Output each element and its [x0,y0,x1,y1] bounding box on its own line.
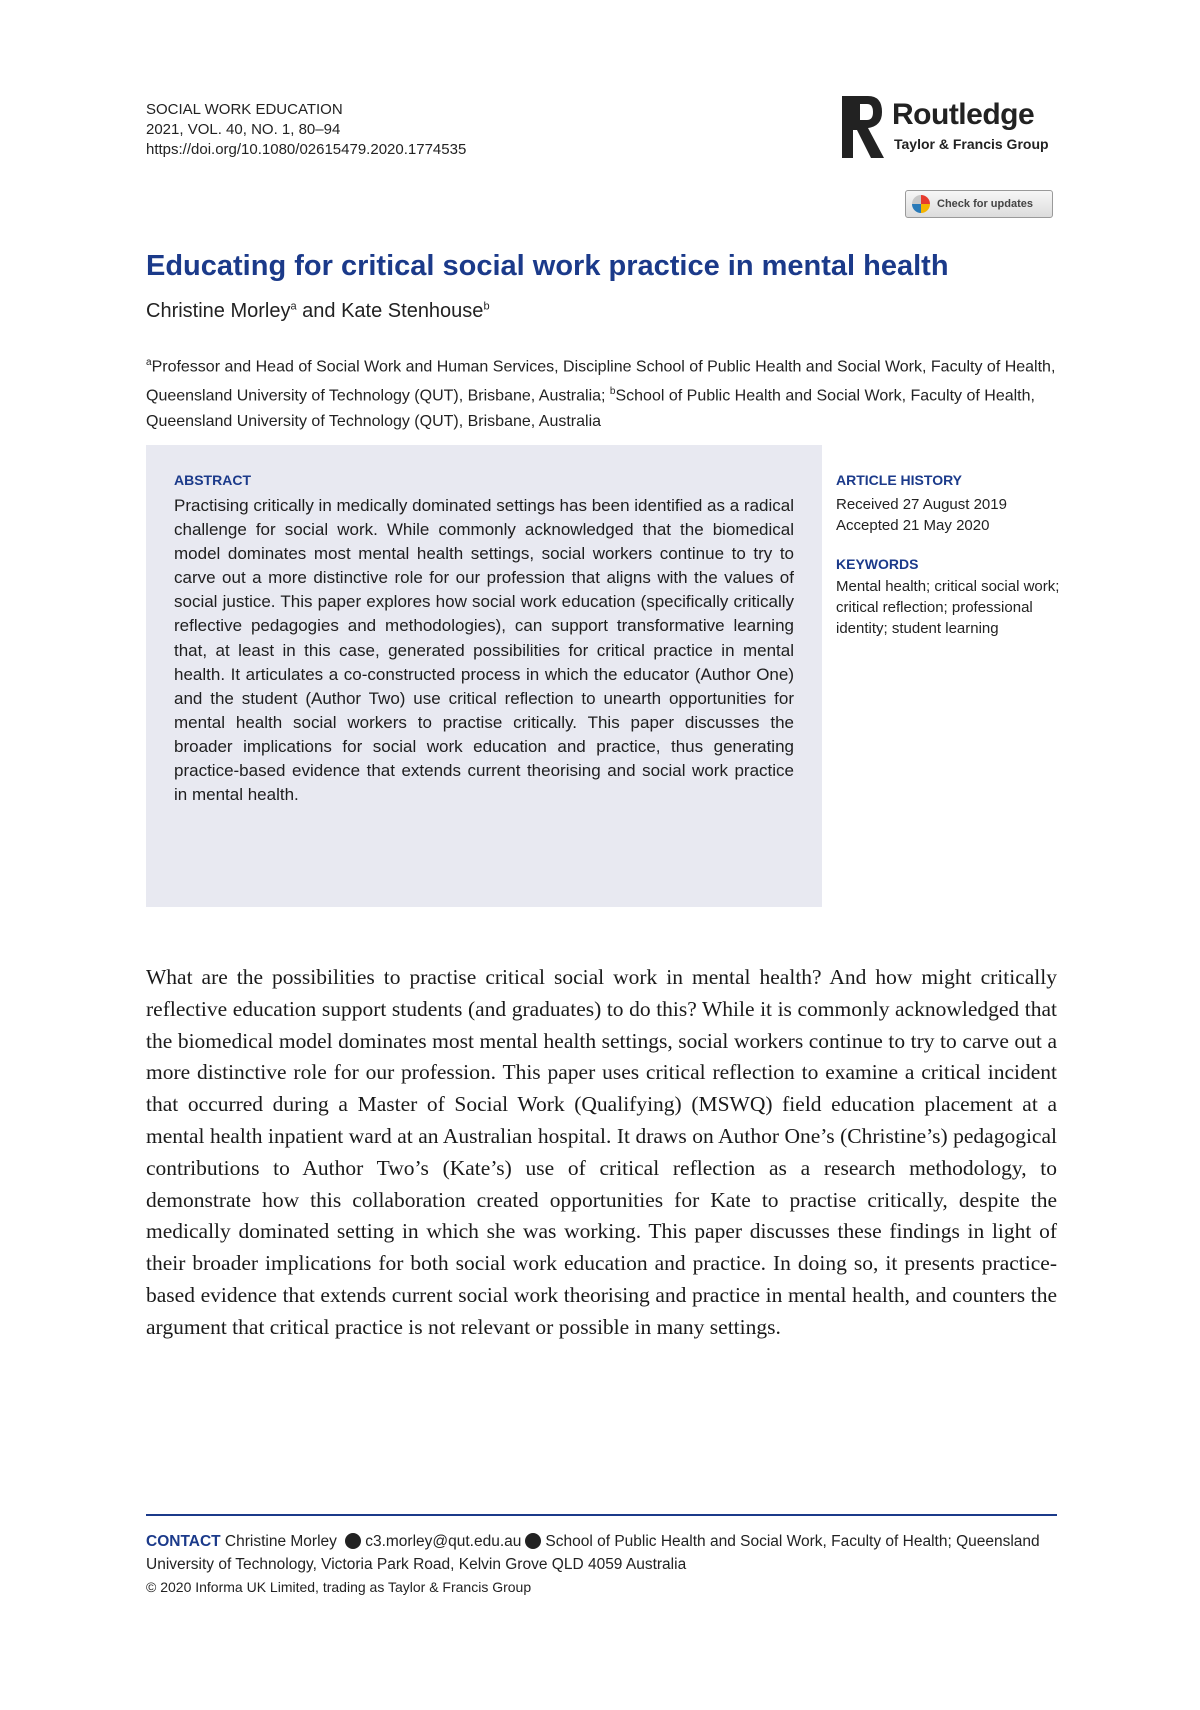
contact-label: CONTACT [146,1533,221,1550]
publisher-group: Taylor & Francis Group [894,136,1049,152]
body-paragraph: What are the possibilities to practise critical social work in mental health? And how might critically reflective education support students (and graduates) to do this? While it is commonly acknowledged that the biomedical model dominates most mental health settings, social workers continue to try to carve out a more distinctive role for our profession. This paper uses critical reflection to examine a critical incident that occurred during a Master of Social Work (Qualifying) (MSWQ) field education placement at a mental health inpatient ward at an Australian hospital. It draws on Author One’s (Christine’s) pedagogical contributions to Author Two’s (Kate’s) use of critical reflection as a research methodology, to demonstrate how this collaboration created opportunities for Kate to practise critically, despite the medically dominated setting in which she was working. This paper discusses these findings in light of their broader implications for both social work education and practice. In doing so, it presents practice-based evidence that extends current social work theorising and practice in mental health, and counters the argument that critical practice is not relevant or possible in many settings. [146,965,1057,1339]
address-icon [525,1533,541,1549]
contact-email[interactable]: c3.morley@qut.edu.au [365,1533,522,1550]
contact-address: School of Public Health and Social Work, Faculty of Health; Queensland University of Technology, Victoria Park Road, Kelvin Grove QLD 4059 Australia [146,1533,1040,1573]
author-line [146,300,490,323]
abstract-heading: ABSTRACT [174,472,251,488]
journal-name: SOCIAL WORK EDUCATION [146,101,343,118]
keywords-heading: KEYWORDS [836,556,919,572]
accepted-date: Accepted 21 May 2020 [836,517,990,534]
journal-meta [146,100,466,160]
author-1-sup: a [290,300,297,313]
check-updates-label: Check for updates [937,198,1033,210]
contact-divider [146,1514,1057,1516]
abstract-box [146,445,822,907]
affil-a: Professor and Head of Social Work and Human Services, Discipline School of Public Health and Social Work, Faculty of Health, Queensland University of Technology (QUT), Brisbane, Australia; [146,358,1056,405]
check-updates-button[interactable] [905,190,1053,218]
article-history-heading: ARTICLE HISTORY [836,472,963,488]
crossmark-icon [912,195,930,213]
copyright: © 2020 Informa UK Limited, trading as Taylor & Francis Group [146,1579,532,1595]
email-icon [345,1533,361,1549]
contact-name: Christine Morley [220,1533,342,1550]
contact-block [146,1530,1057,1576]
affil-b-sup: b [609,386,616,398]
publisher-logo[interactable] [840,92,1060,162]
keywords-list: Mental health; critical social work; critical reflection; professional identity; student learning [836,578,1060,637]
article-title: Educating for critical social work practice in mental health [146,250,949,282]
affil-b: School of Public Health and Social Work, Faculty of Health, Queensland University of Technology (QUT), Brisbane, Australia [146,387,1035,430]
routledge-r-icon [840,92,886,162]
abstract-text: Practising critically in medically dominated settings has been identified as a radical challenge for social work. While commonly acknowledged that the biomedical model dominates most mental health settings, social workers continue to try to carve out a more distinctive role for our profession that aligns with the values of social justice. This paper explores how social work education (specifically critically reflective pedagogies and methodologies), can support transformative learning that, at least in this case, generated possibilities for critical practice in mental health. It articulates a co-constructed process in which the educator (Author One) and the student (Author Two) use critical reflection to unearth opportunities for mental health social workers to practise critically. This paper discusses the broader implications for social work education and practice, thus generating practice-based evidence that extends current theorising and social work practice in mental health. [174,496,794,805]
author-2[interactable]: Kate Stenhouse [341,300,484,322]
author-conjunction: and [296,300,342,322]
author-2-sup: b [483,300,490,313]
affiliations [146,350,1056,434]
doi-link[interactable]: https://doi.org/10.1080/02615479.2020.1774535 [146,141,467,158]
affil-a-sup: a [146,357,152,368]
journal-volume: 2021, VOL. 40, NO. 1, 80–94 [146,121,341,138]
publisher-name: Routledge [892,98,1035,131]
received-date: Received 27 August 2019 [836,496,1007,513]
author-1[interactable]: Christine Morley [146,300,291,322]
